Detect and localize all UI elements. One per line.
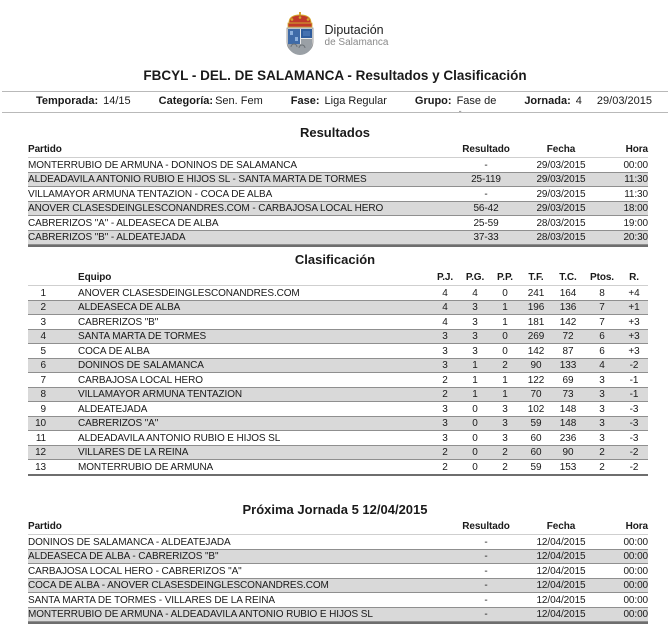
standing-pg: 1	[472, 374, 478, 386]
fixture-row	[28, 578, 648, 593]
col-pg: P.G.	[465, 271, 485, 283]
col-ptos: Ptos.	[590, 271, 614, 283]
standing-pg: 0	[472, 432, 478, 444]
fixture-time: 00:00	[623, 609, 648, 620]
col-hora: Hora	[625, 521, 648, 532]
fixture-teams: ALDEASECA DE ALBA - CABRERIZOS "B"	[28, 551, 219, 562]
proxima-table	[28, 519, 648, 624]
match-teams: MONTERRUBIO DE ARMUÑA - DOÑINOS DE SALAMANCA	[28, 159, 297, 171]
match-date: 29/03/2015	[536, 188, 586, 200]
standing-row	[28, 344, 648, 358]
divider-meta	[2, 112, 668, 113]
standing-pos: 12	[35, 447, 46, 458]
standing-pos: 4	[40, 331, 46, 342]
match-teams: VILLAMAYOR ARMUÑA TENTAZION - COCA DE ALBA	[28, 188, 273, 200]
match-date: 28/03/2015	[536, 232, 586, 243]
fase-value: Liga Regular	[324, 95, 387, 107]
standing-tc: 136	[559, 302, 577, 313]
standing-tf: 90	[530, 360, 542, 371]
standing-ptos: 6	[599, 331, 605, 342]
standing-pp: 3	[502, 432, 508, 444]
standing-pg: 3	[472, 345, 478, 357]
standing-pos: 3	[40, 316, 46, 328]
meta-categoria: Categoría: Sen. Fem	[158, 95, 263, 107]
match-time: 11:30	[624, 188, 648, 200]
standing-tc: 142	[559, 316, 577, 328]
standing-pg: 1	[472, 389, 478, 400]
standing-tf: 59	[530, 461, 542, 473]
standing-ptos: 7	[599, 302, 605, 313]
standing-pg: 3	[472, 302, 478, 313]
standing-ptos: 8	[599, 287, 605, 299]
fixture-score: -	[484, 580, 488, 591]
standing-pg: 0	[472, 418, 478, 429]
clasificacion-rows	[28, 286, 648, 474]
standing-pg: 3	[472, 316, 478, 328]
standing-r: -3	[629, 432, 639, 444]
meta-jornada: Jornada: 4 29/03/2015	[524, 95, 652, 107]
fixture-time: 00:00	[623, 536, 648, 548]
col-partido: Partido	[28, 521, 62, 532]
match-score: 37-33	[473, 232, 499, 243]
standing-team: VILLAMAYOR ARMUÑA TENTAZION	[78, 389, 242, 400]
col-pp: P.P.	[497, 271, 513, 283]
standing-pj: 4	[442, 287, 448, 299]
fixture-row	[28, 593, 648, 607]
standing-pp: 1	[502, 374, 508, 386]
standing-pp: 0	[502, 331, 508, 342]
standing-tf: 70	[530, 389, 542, 400]
match-time: 18:00	[623, 203, 648, 214]
match-teams: CABRERIZOS "B" - ALDEATEJADA	[28, 232, 186, 243]
standing-tc: 72	[562, 331, 574, 342]
col-pj: P.J.	[436, 271, 454, 283]
standing-pos: 2	[40, 302, 46, 313]
standing-ptos: 3	[599, 403, 605, 415]
match-teams: ALDEADAVILA ANTONIO RUBIO E HIJOS SL - SANTA MARTA DE TORMES	[28, 174, 367, 185]
standing-pj: 3	[442, 432, 448, 444]
standing-tf: 122	[527, 374, 545, 386]
standing-tc: 87	[562, 345, 574, 357]
logo-name: Diputación	[324, 22, 384, 37]
proxima-header-row	[28, 519, 648, 535]
match-score: 25-59	[473, 217, 499, 229]
result-row	[28, 201, 648, 216]
match-date: 28/03/2015	[536, 217, 586, 229]
fixture-time: 00:00	[623, 551, 648, 562]
standing-pp: 0	[502, 287, 508, 299]
standing-pp: 3	[502, 418, 508, 429]
standing-pp: 2	[502, 461, 508, 473]
standing-team: DOÑINOS DE SALAMANCA	[78, 360, 204, 371]
grupo-value: Fase de -	[456, 95, 497, 116]
match-time: 20:30	[623, 232, 648, 243]
clasificacion-header-row	[28, 269, 648, 286]
standing-pp: 0	[502, 345, 508, 357]
standing-team: SANTA MARTA DE TORMES	[78, 331, 207, 342]
standing-tc: 164	[559, 287, 577, 299]
fixture-date: 12/04/2015	[536, 536, 586, 548]
page-title: FBCYL - DEL. DE SALAMANCA - Resultados y Clasificación	[143, 68, 527, 83]
standing-r: -2	[629, 447, 639, 458]
fixture-teams: COCA DE ALBA - AÑOVER CLASESDEINGLESCONANDRES.COM	[28, 580, 329, 591]
fixture-score: -	[484, 609, 488, 620]
fixture-date: 12/04/2015	[536, 565, 586, 577]
standing-pp: 3	[502, 403, 508, 415]
match-teams: AÑOVER CLASESDEINGLESCONANDRES.COM - CARBAJOSA LOCAL HERO	[28, 203, 384, 214]
fixture-score: -	[484, 536, 488, 548]
standing-row	[28, 286, 648, 300]
standing-pg: 4	[472, 287, 478, 299]
standing-pg: 0	[472, 403, 478, 415]
match-score: 25-119	[471, 174, 501, 185]
standing-pj: 3	[442, 418, 448, 429]
standing-team: VILLARES DE LA REINA	[78, 447, 189, 458]
logo-block	[0, 0, 670, 61]
standing-team: ALDEATEJADA	[78, 403, 148, 415]
standing-pj: 2	[442, 389, 448, 400]
col-r: R.	[629, 271, 639, 283]
col-equipo: Equipo	[78, 271, 112, 283]
standing-pp: 1	[502, 316, 508, 328]
fixture-teams: SANTA MARTA DE TORMES - VILLARES DE LA REINA	[28, 594, 275, 606]
diputacion-crest-icon	[282, 11, 318, 62]
standing-tf: 60	[530, 432, 542, 444]
standing-pj: 2	[442, 461, 448, 473]
standing-r: +3	[628, 345, 640, 357]
fixture-time: 00:00	[623, 565, 648, 577]
clasificacion-title: Clasificación	[294, 252, 376, 267]
fixture-date: 12/04/2015	[536, 594, 586, 606]
standing-team: ALDEASECA DE ALBA	[78, 302, 181, 313]
standing-pj: 3	[442, 360, 448, 371]
standing-ptos: 2	[599, 447, 605, 458]
standing-ptos: 3	[599, 418, 605, 429]
col-fecha: Fecha	[546, 144, 576, 155]
fixture-date: 12/04/2015	[536, 580, 586, 591]
standing-r: -1	[629, 389, 639, 400]
standing-pos: 9	[40, 403, 46, 415]
fixture-row	[28, 535, 648, 549]
resultados-table	[28, 142, 648, 247]
fixture-time: 00:00	[623, 580, 648, 591]
standing-ptos: 2	[599, 461, 605, 473]
fixture-row	[28, 607, 648, 622]
standing-pos: 13	[35, 461, 46, 473]
standing-pg: 0	[472, 461, 478, 473]
result-row	[28, 230, 648, 245]
match-score: -	[484, 188, 488, 200]
standing-pj: 4	[442, 316, 448, 328]
standing-ptos: 3	[599, 374, 605, 386]
standing-pos: 11	[35, 432, 46, 444]
standing-tf: 241	[527, 287, 545, 299]
standing-r: -1	[629, 374, 639, 386]
match-score: 56-42	[473, 203, 499, 214]
standing-row	[28, 315, 648, 329]
standing-tc: 236	[559, 432, 577, 444]
resultados-header-row	[28, 142, 648, 158]
standing-pp: 1	[502, 302, 508, 313]
standing-pp: 2	[502, 447, 508, 458]
standing-row	[28, 402, 648, 416]
standing-row	[28, 445, 648, 460]
meta-fase: Fase: Liga Regular	[290, 95, 387, 107]
standing-pos: 8	[40, 389, 46, 400]
col-fecha: Fecha	[546, 521, 576, 532]
standing-r: +3	[628, 316, 640, 328]
standing-tc: 90	[562, 447, 574, 458]
standing-team: CARBAJOSA LOCAL HERO	[78, 374, 203, 386]
standing-pj: 3	[442, 331, 448, 342]
standing-r: +1	[628, 302, 640, 313]
standing-row	[28, 431, 648, 445]
standing-team: CABRERIZOS "B"	[78, 316, 159, 328]
categoria-value: Sen. Fem	[215, 95, 263, 107]
standing-team: ALDEADAVILA ANTONIO RUBIO E HIJOS SL	[78, 432, 281, 444]
col-partido: Partido	[28, 144, 62, 155]
standing-ptos: 7	[599, 316, 605, 328]
standing-tc: 133	[559, 360, 577, 371]
temporada-value: 14/15	[103, 95, 131, 107]
proxima-title: Próxima Jornada 5 12/04/2015	[242, 502, 428, 517]
standing-pg: 0	[472, 447, 478, 458]
result-row	[28, 216, 648, 230]
standing-r: -2	[629, 461, 639, 473]
standing-tf: 60	[530, 447, 542, 458]
resultados-rows	[28, 158, 648, 245]
col-tf: T.F.	[528, 271, 544, 283]
standing-pg: 3	[472, 331, 478, 342]
standing-team: CABRERIZOS "A"	[78, 418, 159, 429]
standing-ptos: 3	[599, 389, 605, 400]
standing-r: -3	[629, 403, 639, 415]
grupo-wrap: -	[458, 106, 462, 116]
fixture-date: 12/04/2015	[536, 609, 586, 620]
col-resultado: Resultado	[462, 144, 510, 155]
standing-row	[28, 329, 648, 344]
match-date: 29/03/2015	[536, 159, 586, 171]
fixture-score: -	[484, 565, 488, 577]
standing-tc: 148	[559, 403, 577, 415]
standing-pj: 3	[442, 403, 448, 415]
match-score: -	[484, 159, 488, 171]
jornada-date: 29/03/2015	[596, 95, 652, 107]
standing-tf: 102	[527, 403, 545, 415]
fixture-score: -	[484, 594, 488, 606]
standing-r: +3	[628, 331, 640, 342]
standing-tf: 269	[527, 331, 545, 342]
jornada-value: 4	[575, 95, 582, 107]
standing-pos: 6	[40, 360, 46, 371]
col-hora: Hora	[625, 144, 648, 155]
match-teams: CABRERIZOS "A" - ALDEASECA DE ALBA	[28, 217, 219, 229]
standing-r: +4	[628, 287, 640, 299]
fixture-row	[28, 564, 648, 578]
standing-pp: 2	[502, 360, 508, 371]
fixture-time: 00:00	[623, 594, 648, 606]
standing-team: MONTERRUBIO DE ARMUÑA	[78, 461, 214, 473]
result-row	[28, 158, 648, 172]
fixture-score: -	[484, 551, 488, 562]
result-row	[28, 187, 648, 201]
standing-tf: 142	[527, 345, 545, 357]
col-tc: T.C.	[559, 271, 577, 283]
fixture-teams: DOÑINOS DE SALAMANCA - ALDEATEJADA	[28, 536, 231, 548]
standing-tc: 153	[559, 461, 577, 473]
standing-tf: 196	[527, 302, 545, 313]
fixture-row	[28, 549, 648, 564]
resultados-title: Resultados	[299, 125, 371, 140]
result-row	[28, 172, 648, 187]
standing-ptos: 3	[599, 432, 605, 444]
fixture-teams: CARBAJOSA LOCAL HERO - CABRERIZOS "A"	[28, 565, 242, 577]
standing-row	[28, 300, 648, 315]
standing-pp: 1	[502, 389, 508, 400]
match-date: 29/03/2015	[536, 203, 586, 214]
standing-pos: 7	[40, 374, 46, 386]
standing-tc: 148	[559, 418, 577, 429]
meta-temporada: Temporada: 14/15	[36, 95, 131, 107]
meta-bar	[0, 92, 670, 116]
standing-pos: 1	[40, 287, 46, 299]
standing-pj: 3	[442, 345, 448, 357]
proxima-rows	[28, 535, 648, 622]
standing-r: -2	[629, 360, 639, 371]
logo-subname: de Salamanca	[324, 36, 389, 48]
standing-team: COCA DE ALBA	[78, 345, 150, 357]
fixture-teams: MONTERRUBIO DE ARMUÑA - ALDEADAVILA ANTONIO RUBIO E HIJOS SL	[28, 609, 373, 620]
match-time: 19:00	[623, 217, 648, 229]
clasificacion-table	[28, 269, 648, 476]
standing-pj: 2	[442, 374, 448, 386]
standing-tc: 69	[562, 374, 574, 386]
standing-ptos: 6	[599, 345, 605, 357]
col-resultado: Resultado	[462, 521, 510, 532]
standing-row	[28, 416, 648, 431]
standing-team: AÑOVER CLASESDEINGLESCONANDRES.COM	[78, 287, 300, 299]
standing-tf: 181	[527, 316, 545, 328]
standing-pos: 10	[35, 418, 46, 429]
standing-pj: 2	[442, 447, 448, 458]
standing-tc: 73	[562, 389, 574, 400]
match-time: 11:30	[624, 174, 648, 185]
standing-row	[28, 387, 648, 402]
match-time: 00:00	[623, 159, 648, 171]
standing-pj: 4	[442, 302, 448, 313]
standing-tf: 59	[530, 418, 542, 429]
meta-grupo: Grupo: Fase de -	[414, 95, 497, 116]
match-date: 29/03/2015	[536, 174, 586, 185]
standing-pos: 5	[40, 345, 46, 357]
standing-row	[28, 358, 648, 373]
fixture-date: 12/04/2015	[536, 551, 586, 562]
standing-row	[28, 373, 648, 387]
standing-row	[28, 460, 648, 474]
standing-r: -3	[629, 418, 639, 429]
standing-pg: 1	[472, 360, 478, 371]
standing-ptos: 4	[599, 360, 605, 371]
